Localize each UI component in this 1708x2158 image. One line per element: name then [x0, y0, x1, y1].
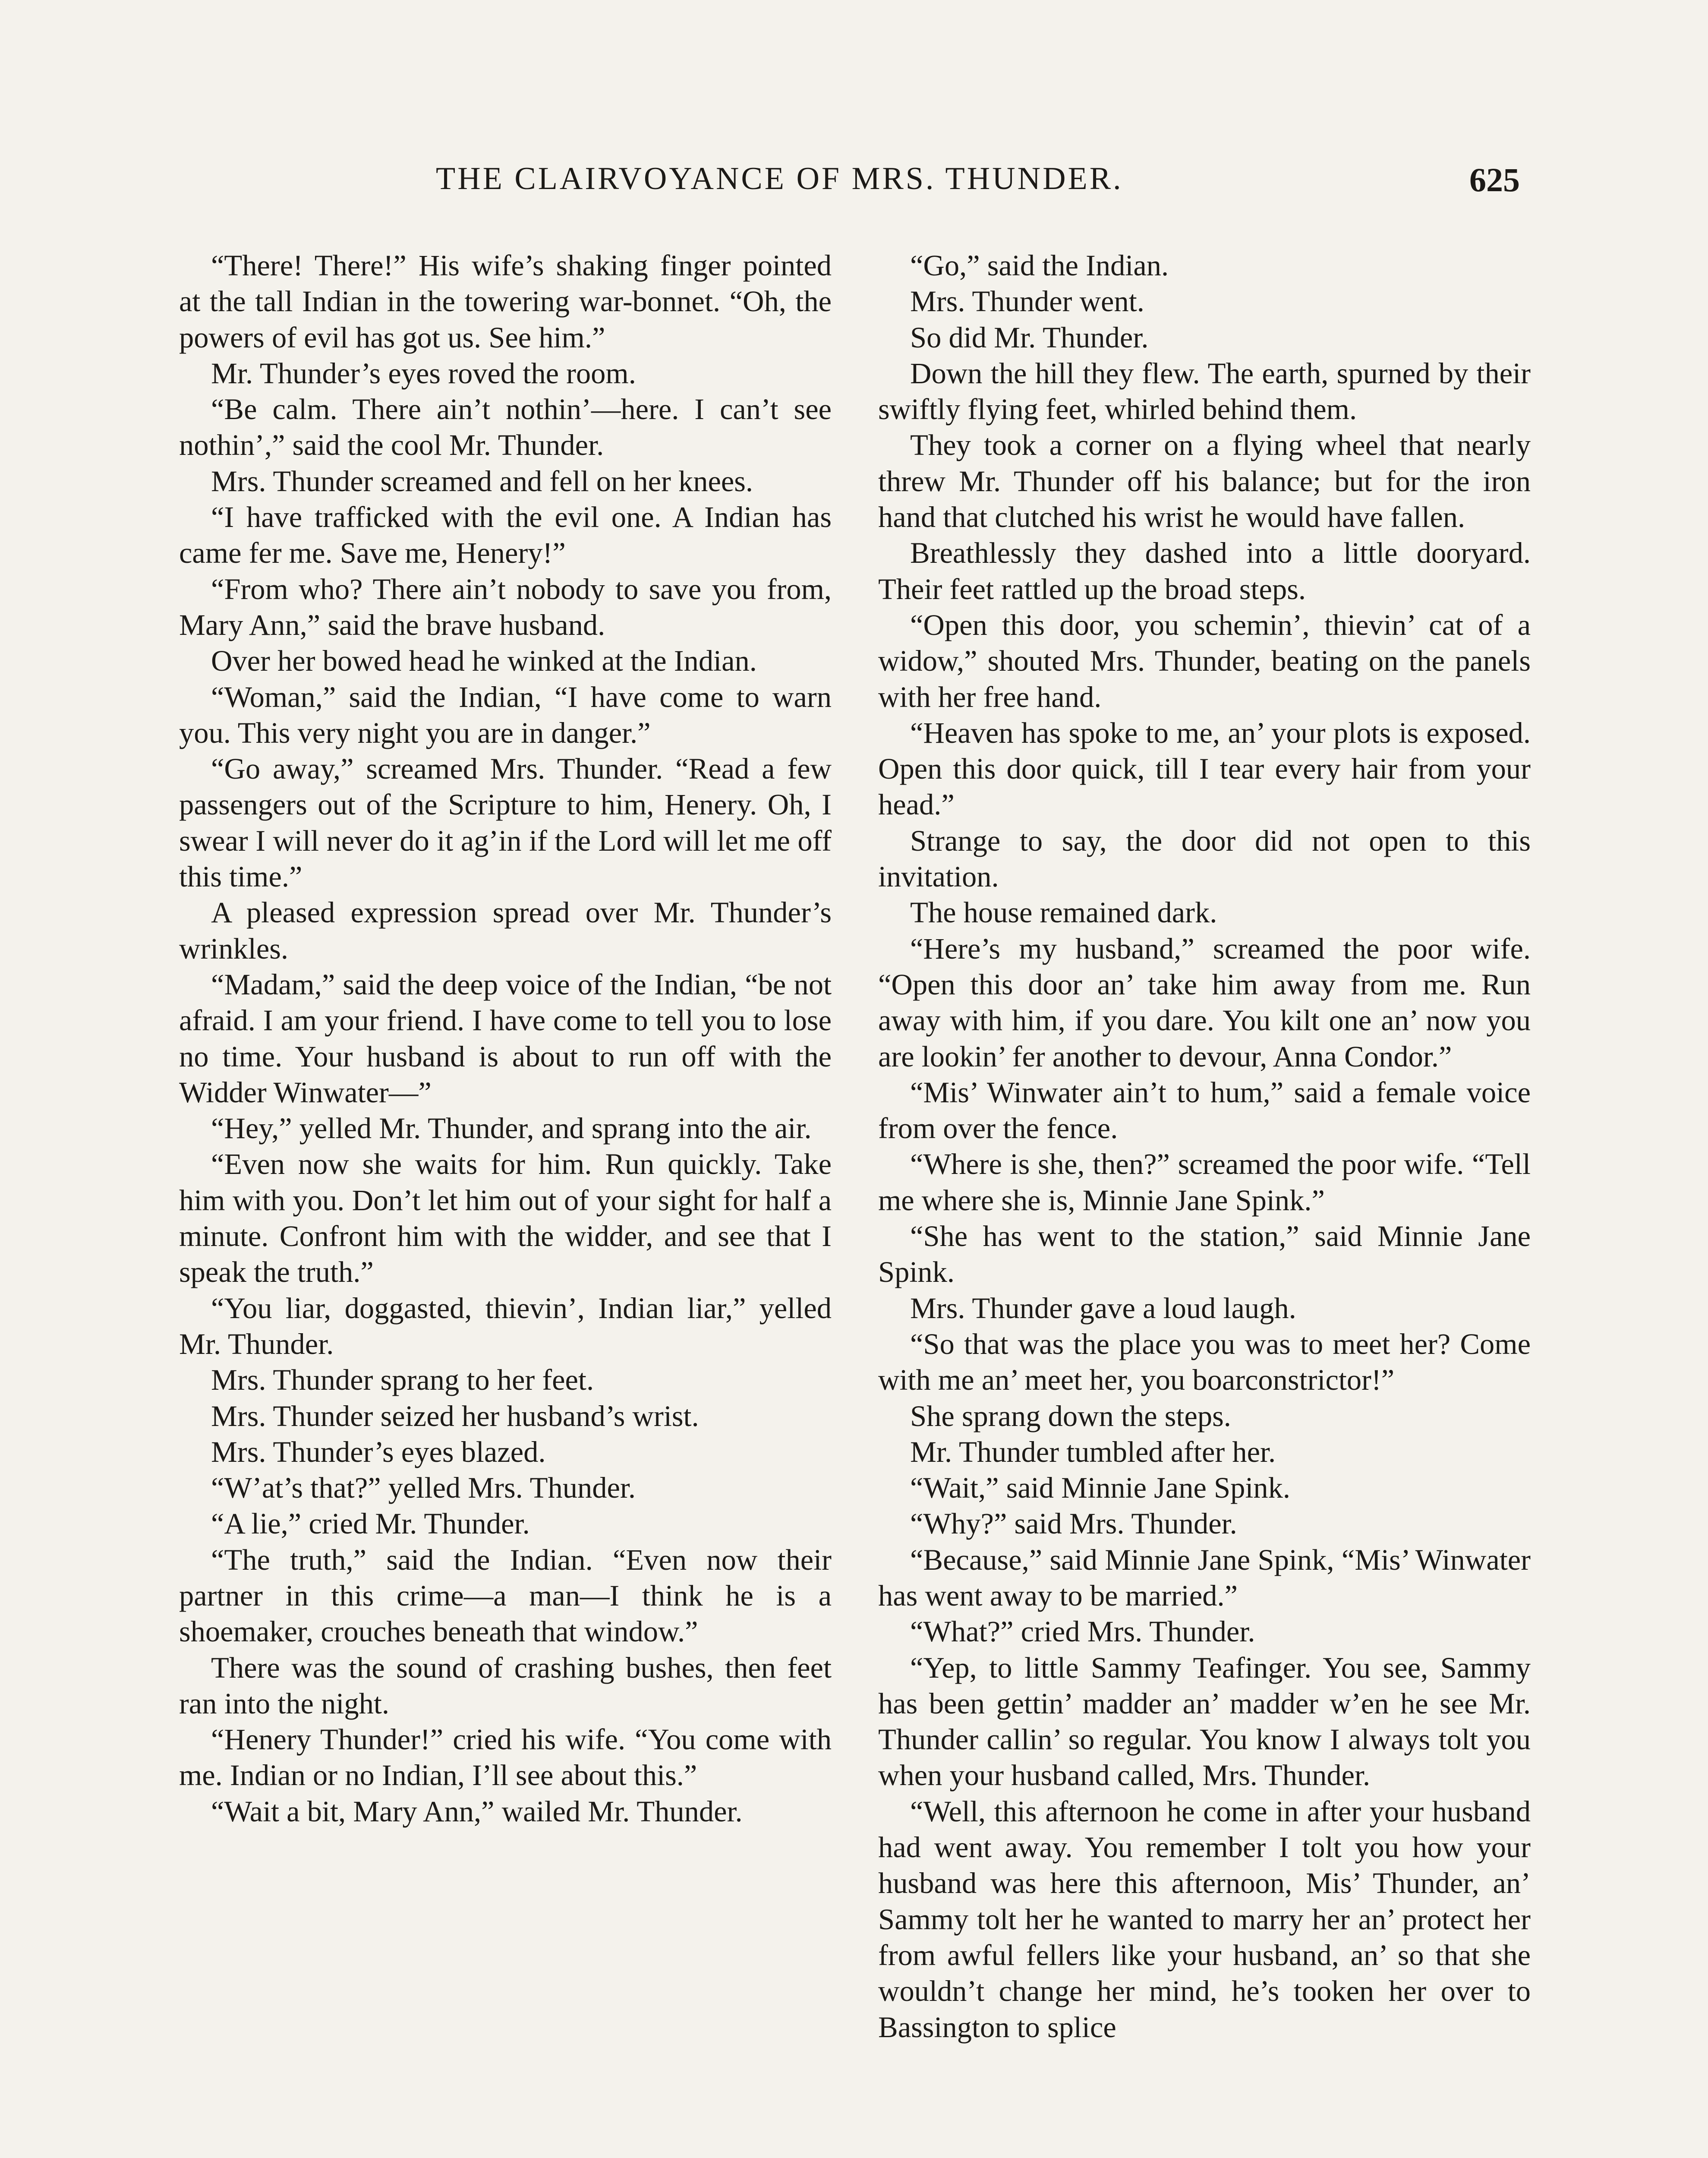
- paragraph: Down the hill they flew. The earth, spurned by their swiftly flying feet, whirled behind them.: [878, 357, 1531, 426]
- paragraph: Over her bowed head he winked at the Indian.: [211, 644, 757, 678]
- paragraph: “So that was the place you was to meet her? Come with me an’ meet her, you boarconstrictor!”: [878, 1327, 1531, 1397]
- paragraph: Strange to say, the door did not open to this invitation.: [878, 824, 1531, 893]
- paragraph: “You liar, doggasted, thievin’, Indian liar,” yelled Mr. Thunder.: [179, 1291, 832, 1360]
- paragraph: “Well, this afternoon he come in after your husband had went away. You remember I tolt you how your husband was here this afternoon, Mis’ Thunder, an’ Sammy tolt her he wanted to marry her an’ protect her from awful fellers like your husband, an’ so that she wouldn’t change her mind, he’s tooken her over to Bassington to splice: [878, 1795, 1531, 2044]
- paragraph: “The truth,” said the Indian. “Even now their partner in this crime—a man—I think he is a shoemaker, crouches beneath that window.”: [179, 1543, 832, 1648]
- paragraph: She sprang down the steps.: [910, 1399, 1231, 1432]
- paragraph: There was the sound of crashing bushes, then feet ran into the night.: [179, 1651, 832, 1720]
- paragraph: “Wait a bit, Mary Ann,” wailed Mr. Thunder.: [211, 1795, 743, 1828]
- paragraph: Breathlessly they dashed into a little dooryard. Their feet rattled up the broad steps.: [878, 536, 1531, 606]
- paragraph: A pleased expression spread over Mr. Thunder’s wrinkles.: [179, 896, 832, 965]
- paragraph: “Mis’ Winwater ain’t to hum,” said a female voice from over the fence.: [878, 1076, 1531, 1145]
- paragraph: “Wait,” said Minnie Jane Spink.: [910, 1471, 1291, 1505]
- paragraph: “Where is she, then?” screamed the poor wife. “Tell me where she is, Minnie Jane Spink.”: [878, 1148, 1531, 1217]
- paragraph: “A lie,” cried Mr. Thunder.: [211, 1507, 530, 1540]
- paragraph: “She has went to the station,” said Minnie Jane Spink.: [878, 1220, 1531, 1289]
- left-column: [179, 248, 832, 1830]
- paragraph: “Open this door, you schemin’, thievin’ cat of a widow,” shouted Mrs. Thunder, beating on the panels with her free hand.: [878, 608, 1531, 713]
- paragraph: Mrs. Thunder sprang to her feet.: [211, 1363, 594, 1397]
- paragraph: Mrs. Thunder’s eyes blazed.: [211, 1435, 546, 1468]
- paragraph: “Why?” said Mrs. Thunder.: [910, 1507, 1237, 1540]
- paragraph: Mrs. Thunder screamed and fell on her knees.: [211, 464, 753, 498]
- paragraph: “Hey,” yelled Mr. Thunder, and sprang into the air.: [211, 1112, 812, 1145]
- paragraph: Mrs. Thunder gave a loud laugh.: [910, 1291, 1296, 1325]
- paragraph: The house remained dark.: [910, 896, 1217, 929]
- paragraph: “What?” cried Mrs. Thunder.: [910, 1615, 1255, 1648]
- paragraph: So did Mr. Thunder.: [910, 321, 1149, 354]
- paragraph: “Heaven has spoke to me, an’ your plots is exposed. Open this door quick, till I tear every hair from your head.”: [878, 716, 1531, 821]
- paragraph: “There! There!” His wife’s shaking finger pointed at the tall Indian in the towering war-bonnet. “Oh, the powers of evil has got us. See him.”: [179, 249, 832, 354]
- paragraph: “Henery Thunder!” cried his wife. “You come with me. Indian or no Indian, I’ll see about this.”: [179, 1723, 832, 1792]
- page-number: 625: [1469, 161, 1520, 199]
- paragraph: “Because,” said Minnie Jane Spink, “Mis’ Winwater has went away to be married.”: [878, 1543, 1531, 1612]
- paragraph: “I have trafficked with the evil one. A Indian has came fer me. Save me, Henery!”: [179, 501, 832, 570]
- paragraph: “Woman,” said the Indian, “I have come to warn you. This very night you are in danger.”: [179, 680, 832, 749]
- paragraph: “From who? There ain’t nobody to save you from, Mary Ann,” said the brave husband.: [179, 572, 832, 641]
- paragraph: Mrs. Thunder seized her husband’s wrist.: [211, 1399, 699, 1432]
- paragraph: Mr. Thunder tumbled after her.: [910, 1435, 1276, 1468]
- paragraph: “W’at’s that?” yelled Mrs. Thunder.: [211, 1471, 636, 1505]
- paragraph: Mrs. Thunder went.: [910, 285, 1144, 318]
- paragraph: They took a corner on a flying wheel that nearly threw Mr. Thunder off his balance; but for the iron hand that clutched his wrist he would have fallen.: [878, 429, 1531, 534]
- paragraph: “Yep, to little Sammy Teafinger. You see, Sammy has been gettin’ madder an’ madder w’en he see Mr. Thunder callin’ so regular. You know I always tolt you when your husband called, Mrs. Thunder.: [878, 1651, 1531, 1792]
- paragraph: “Madam,” said the deep voice of the Indian, “be not afraid. I am your friend. I have come to tell you to lose no time. Your husband is about to run off with the Widder Winwater—”: [179, 968, 832, 1109]
- running-head-title: THE CLAIRVOYANCE OF MRS. THUNDER.: [436, 161, 1123, 196]
- right-column: [878, 248, 1531, 2045]
- paragraph: “Go,” said the Indian.: [910, 249, 1169, 282]
- paragraph: “Here’s my husband,” screamed the poor wife. “Open this door an’ take him away from me. Run away with him, if you dare. You kilt one an’ now you are lookin’ fer another to devour, Anna Condor.”: [878, 932, 1531, 1073]
- paragraph: “Go away,” screamed Mrs. Thunder. “Read a few passengers out of the Scripture to him, Henery. Oh, I swear I will never do it ag’in if the Lord will let me off this time.”: [179, 752, 832, 893]
- paragraph: “Be calm. There ain’t nothin’—here. I can’t see nothin’,” said the cool Mr. Thunder.: [179, 393, 832, 462]
- paragraph: Mr. Thunder’s eyes roved the room.: [211, 357, 636, 390]
- paragraph: “Even now she waits for him. Run quickly. Take him with you. Don’t let him out of your sight for half a minute. Confront him with the widder, and see that I speak the truth.”: [179, 1148, 832, 1289]
